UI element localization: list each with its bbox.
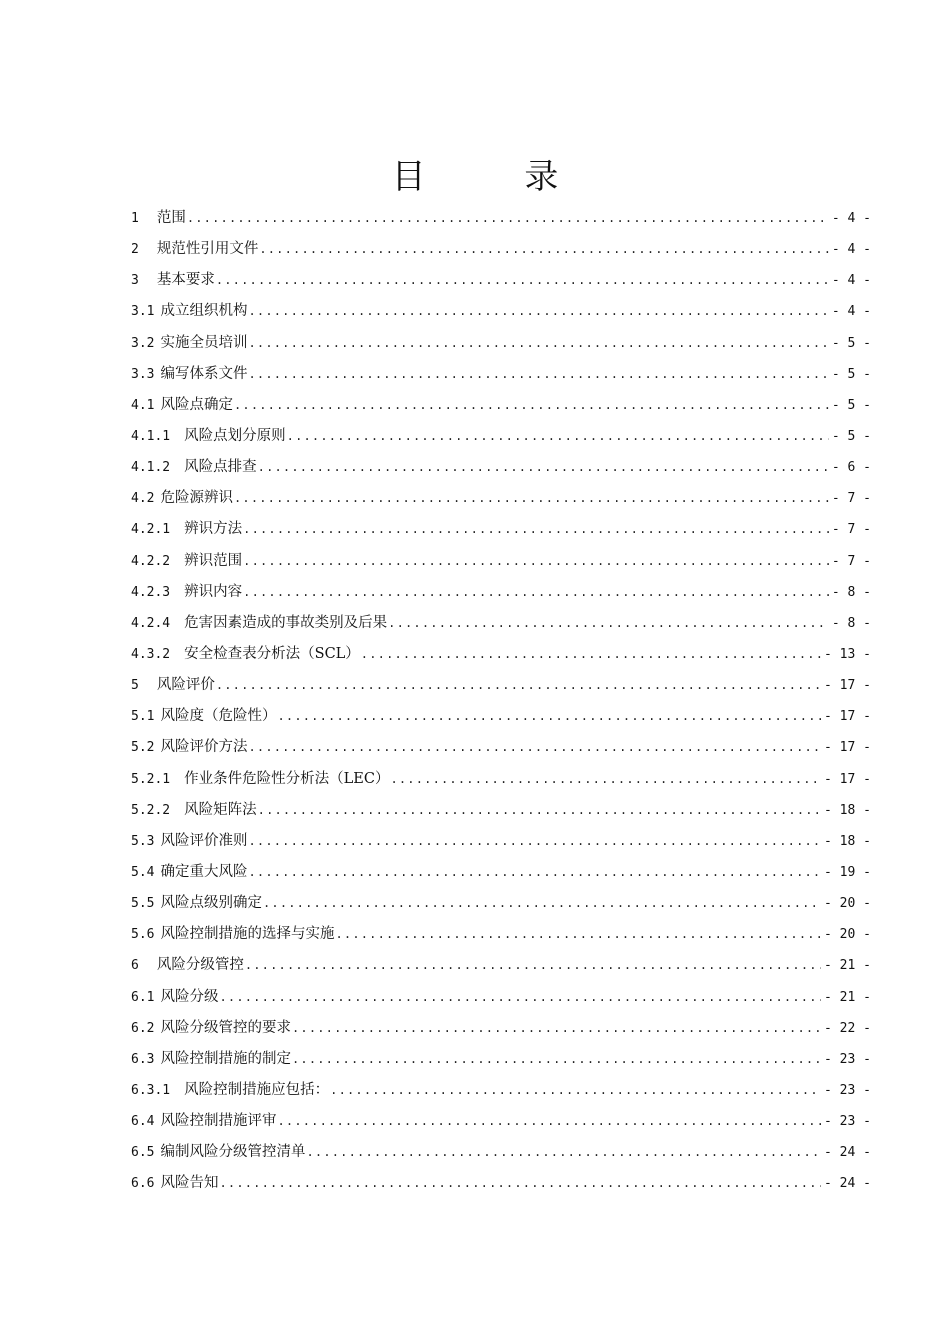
toc-entry-page: - 6 - [831, 460, 871, 476]
toc-entry[interactable] [131, 452, 871, 483]
toc-entry[interactable] [131, 203, 871, 234]
toc-entry-title: 辨识范围 [184, 552, 243, 569]
toc-entry-page: - 7 - [831, 553, 871, 569]
toc-entry-title: 风险矩阵法 [184, 801, 257, 818]
toc-entry-title: 风险评价方法 [160, 739, 248, 756]
toc-entry-page: - 4 - [831, 242, 871, 258]
toc-entry-page: - 17 - [824, 678, 871, 694]
toc-entry-number: 3.3 [131, 366, 155, 382]
toc-dot-leader [258, 795, 821, 826]
toc-dot-leader [219, 1168, 821, 1199]
toc-entry-title: 编写体系文件 [160, 365, 248, 382]
toc-entry[interactable] [131, 701, 871, 732]
toc-entry-page: - 24 - [824, 1145, 871, 1161]
toc-dot-leader [287, 421, 829, 452]
toc-entry-title: 风险评价 [156, 677, 215, 694]
toc-entry-number: 4.2.4 [131, 615, 171, 631]
toc-entry[interactable] [131, 577, 871, 608]
toc-entry-page: - 13 - [824, 646, 871, 662]
toc-entry[interactable] [131, 328, 871, 359]
toc-entry-page: - 23 - [824, 1114, 871, 1130]
toc-entry[interactable] [131, 888, 871, 919]
toc-dot-leader [292, 1013, 821, 1044]
toc-entry[interactable] [131, 359, 871, 390]
toc-entry-page: - 4 - [831, 273, 871, 289]
toc-entry[interactable] [131, 546, 871, 577]
toc-entry-title: 风险告知 [160, 1175, 219, 1192]
toc-entry-title: 风险点级别确定 [160, 895, 262, 912]
toc-dot-leader [277, 1106, 821, 1137]
toc-entry-number: 2 [131, 242, 139, 258]
toc-entry-number: 6.4 [131, 1114, 155, 1130]
toc-entry-page: - 24 - [824, 1176, 871, 1192]
toc-entry[interactable] [131, 1106, 871, 1137]
toc-dot-leader [388, 608, 829, 639]
toc-entry[interactable] [131, 919, 871, 950]
toc-dot-leader [248, 328, 828, 359]
toc-entry-title: 辨识方法 [184, 521, 243, 538]
toc-entry[interactable] [131, 826, 871, 857]
toc-dot-leader [335, 919, 821, 950]
toc-dot-leader [248, 359, 828, 390]
toc-entry[interactable] [131, 514, 871, 545]
toc-entry-page: - 5 - [831, 397, 871, 413]
toc-entry[interactable] [131, 1137, 871, 1168]
toc-entry-title: 规范性引用文件 [156, 241, 259, 258]
toc-entry[interactable] [131, 795, 871, 826]
toc-entry-page: - 18 - [824, 833, 871, 849]
toc-entry-number: 5 [131, 678, 139, 694]
toc-entry-title: 编制风险分级管控清单 [160, 1144, 306, 1161]
toc-entry-title: 危险源辨识 [160, 490, 233, 507]
toc-entry-number: 4.1.2 [131, 460, 171, 476]
toc-entry-number: 4.3.2 [131, 646, 171, 662]
toc-dot-leader [187, 203, 829, 234]
toc-dot-leader [248, 296, 828, 327]
toc-entry-page: - 5 - [831, 335, 871, 351]
toc-entry[interactable] [131, 1044, 871, 1075]
toc-dot-leader [263, 888, 821, 919]
toc-entry-page: - 5 - [831, 366, 871, 382]
toc-entry[interactable] [131, 670, 871, 701]
toc-entry-page: - 23 - [824, 1051, 871, 1067]
toc-dot-leader [248, 857, 821, 888]
toc-entry-page: - 8 - [831, 615, 871, 631]
toc-entry-number: 5.2 [131, 740, 155, 756]
toc-entry-page: - 17 - [824, 709, 871, 725]
toc-dot-leader [306, 1137, 821, 1168]
toc-dot-leader [243, 514, 829, 545]
toc-entry-number: 4.2 [131, 491, 155, 507]
toc-entry-page: - 21 - [824, 989, 871, 1005]
toc-dot-leader [258, 452, 829, 483]
toc-entry-title: 风险控制措施的选择与实施 [160, 926, 335, 943]
toc-entry[interactable] [131, 296, 871, 327]
toc-entry-page: - 17 - [824, 740, 871, 756]
toc-entry-number: 4.1 [131, 397, 155, 413]
toc-entry-title: 实施全员培训 [160, 334, 248, 351]
toc-entry-number: 4.1.1 [131, 428, 171, 444]
toc-dot-leader [219, 982, 821, 1013]
toc-entry-number: 3.1 [131, 304, 155, 320]
toc-dot-leader [216, 265, 829, 296]
toc-entry-number: 6.6 [131, 1176, 155, 1192]
toc-entry-number: 6 [131, 958, 139, 974]
toc-entry[interactable] [131, 764, 871, 795]
toc-entry[interactable] [131, 732, 871, 763]
toc-entry-title: 风险评价准则 [160, 832, 248, 849]
toc-entry-title: 危害因素造成的事故类别及后果 [184, 614, 388, 631]
toc-dot-leader [248, 826, 821, 857]
toc-entry[interactable] [131, 608, 871, 639]
toc-entry-number: 6.1 [131, 989, 155, 1005]
toc-entry-page: - 20 - [824, 896, 871, 912]
toc-entry-page: - 19 - [824, 864, 871, 880]
toc-entry-number: 5.6 [131, 927, 155, 943]
toc-dot-leader [259, 234, 829, 265]
toc-entry-title: 辨识内容 [184, 583, 243, 600]
toc-entry[interactable] [131, 390, 871, 421]
toc-entry-number: 6.5 [131, 1145, 155, 1161]
toc-entry-number: 5.3 [131, 833, 155, 849]
toc-dot-leader [390, 764, 821, 795]
toc-entry[interactable] [131, 421, 871, 452]
toc-entry-title: 风险点确定 [160, 396, 233, 413]
toc-dot-leader [361, 639, 821, 670]
toc-dot-leader [277, 701, 821, 732]
toc-entry-number: 3.2 [131, 335, 155, 351]
toc-entry-number: 6.3 [131, 1051, 155, 1067]
toc-entry[interactable] [131, 483, 871, 514]
toc-entry-number: 6.3.1 [131, 1082, 171, 1098]
toc-entry[interactable] [131, 857, 871, 888]
toc-entry[interactable] [131, 1168, 871, 1199]
toc-entry[interactable] [131, 982, 871, 1013]
toc-dot-leader [330, 1075, 821, 1106]
toc-entry-title: 风险分级 [160, 988, 219, 1005]
toc-dot-leader [245, 950, 821, 981]
toc-title: 目 录 [391, 157, 603, 197]
toc-entry-page: - 7 - [831, 522, 871, 538]
toc-entry[interactable] [131, 234, 871, 265]
toc-entry-number: 5.5 [131, 896, 155, 912]
toc-entry-page: - 4 - [831, 211, 871, 226]
toc-entry-page: - 8 - [831, 584, 871, 600]
toc-entry-page: - 20 - [824, 927, 871, 943]
toc-entry-title: 确定重大风险 [160, 863, 248, 880]
toc-entry-number: 5.1 [131, 709, 155, 725]
toc-entry-title: 作业条件危险性分析法（LEC） [184, 770, 390, 787]
toc-entry-title: 风险点排查 [184, 459, 257, 476]
toc-entry-number: 4.2.3 [131, 584, 171, 600]
toc-entry-title: 基本要求 [156, 272, 215, 289]
toc-entry-title: 范围 [156, 210, 186, 226]
toc-entry-title: 成立组织机构 [160, 303, 248, 320]
toc-entry[interactable] [131, 639, 871, 670]
toc-entry-title: 风险分级管控 [156, 957, 244, 974]
toc-entry-number: 5.4 [131, 864, 155, 880]
toc-entry-page: - 17 - [824, 771, 871, 787]
toc-entry-title: 风险控制措施评审 [160, 1113, 277, 1130]
toc-entry[interactable] [131, 1075, 871, 1106]
toc-entry-title: 风险分级管控的要求 [160, 1019, 291, 1036]
toc-entry-page: - 4 - [831, 304, 871, 320]
toc-dot-leader [234, 483, 829, 514]
toc-entry-page: - 22 - [824, 1020, 871, 1036]
toc-entry[interactable] [131, 950, 871, 981]
toc-dot-leader [248, 732, 821, 763]
toc-entry-number: 6.2 [131, 1020, 155, 1036]
toc-list [131, 203, 871, 1200]
toc-entry-page: - 5 - [831, 428, 871, 444]
toc-entry-page: - 18 - [824, 802, 871, 818]
toc-entry-number: 4.2.2 [131, 553, 171, 569]
toc-entry-page: - 21 - [824, 958, 871, 974]
toc-entry-title: 安全检查表分析法（SCL） [184, 645, 360, 662]
toc-entry-title: 风险控制措施应包括： [184, 1081, 330, 1098]
toc-entry-number: 5.2.2 [131, 802, 171, 818]
toc-entry-number: 4.2.1 [131, 522, 171, 538]
toc-entry-number: 5.2.1 [131, 771, 171, 787]
toc-dot-leader [234, 390, 829, 421]
toc-entry[interactable] [131, 265, 871, 296]
toc-entry-page: - 23 - [824, 1082, 871, 1098]
toc-entry-title: 风险控制措施的制定 [160, 1050, 291, 1067]
toc-entry-title: 风险点划分原则 [184, 427, 286, 444]
toc-entry-number: 3 [131, 273, 139, 289]
toc-dot-leader [292, 1044, 821, 1075]
toc-dot-leader [243, 577, 829, 608]
toc-entry-page: - 7 - [831, 491, 871, 507]
toc-entry-title: 风险度（危险性） [160, 708, 277, 725]
toc-entry-number: 1 [131, 211, 139, 226]
toc-entry[interactable] [131, 1013, 871, 1044]
toc-dot-leader [216, 670, 821, 701]
toc-dot-leader [243, 546, 829, 577]
